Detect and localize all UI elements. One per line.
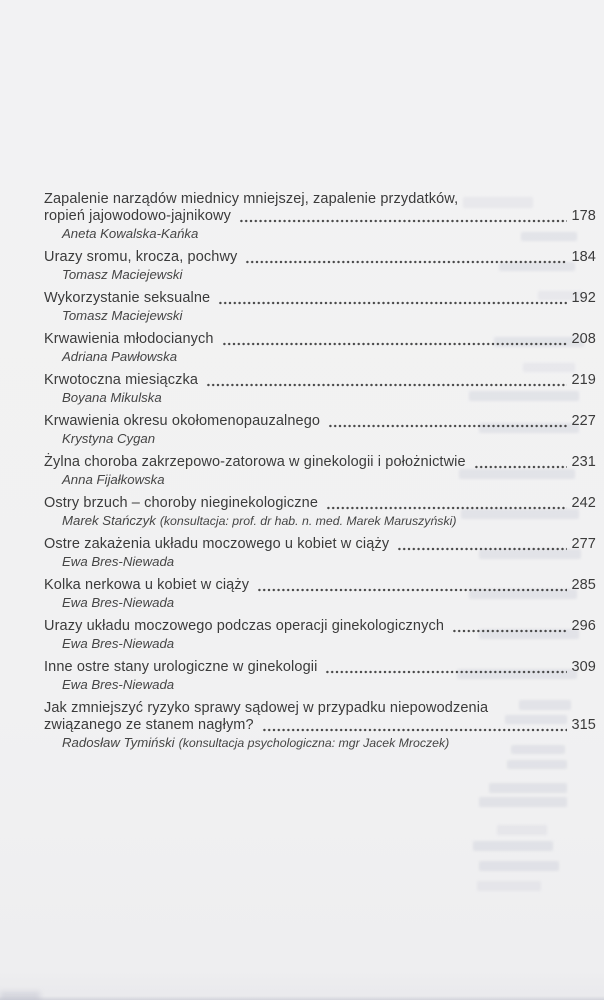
author-consultation-note: (konsultacja psychologiczna: mgr Jacek Mroczek) [178, 736, 450, 750]
entry-author: Ewa Bres-Niewada [62, 636, 175, 651]
show-through-smudge [489, 783, 567, 793]
entry-title: Urazy sromu, krocza, pochwy [44, 249, 238, 265]
entry-author [62, 735, 596, 751]
dotted-leader [397, 536, 567, 553]
toc-entry [44, 536, 596, 570]
dotted-leader [262, 717, 568, 734]
entry-title-line1: Jak zmniejszyć ryzyko sprawy sądowej w przypadku niepowodzenia [44, 700, 489, 716]
dotted-leader [222, 331, 568, 348]
author-name: Marek Stańczyk [62, 513, 156, 528]
dotted-leader [245, 249, 567, 266]
entry-title: Ostre zakażenia układu moczowego u kobiet w ciąży [44, 536, 390, 552]
entry-title: Kolka nerkowa u kobiet w ciąży [44, 577, 250, 593]
show-through-smudge [477, 881, 541, 891]
show-through-smudge [473, 841, 553, 851]
entry-page-number: 242 [571, 495, 596, 511]
entry-author: Krystyna Cygan [62, 431, 156, 446]
toc-entry [44, 700, 596, 751]
entry-page-number: 208 [571, 331, 596, 347]
entry-title-line2: ropień jajowodowo-jajnikowy [44, 208, 232, 224]
entry-title: Ostry brzuch – choroby nieginekologiczne [44, 495, 318, 511]
entry-author: Tomasz Maciejewski [62, 267, 183, 282]
entry-author [62, 513, 596, 529]
dotted-leader [218, 290, 567, 307]
entry-author: Ewa Bres-Niewada [62, 595, 175, 610]
page-bottom-edge-shadow [0, 996, 604, 1000]
toc-entry [44, 331, 596, 365]
entry-author: Ewa Bres-Niewada [62, 554, 175, 569]
toc-entry [44, 249, 596, 283]
toc-entry [44, 191, 596, 242]
entry-title: Żylna choroba zakrzepowo-zatorowa w ginekologii i położnictwie [44, 454, 466, 470]
dotted-leader [474, 454, 568, 471]
show-through-smudge [507, 760, 567, 769]
toc-entry [44, 290, 596, 324]
toc-entry [44, 618, 596, 652]
entry-page-number: 277 [571, 536, 596, 552]
entry-author: Boyana Mikulska [62, 390, 162, 405]
entry-page-number: 192 [571, 290, 596, 306]
entry-page-number: 231 [571, 454, 596, 470]
entry-author: Aneta Kowalska-Kańka [62, 226, 199, 241]
show-through-smudge [479, 861, 559, 871]
entry-author: Anna Fijałkowska [62, 472, 165, 487]
entry-title: Krwotoczna miesiączka [44, 372, 199, 388]
dotted-leader [325, 659, 567, 676]
dotted-leader [326, 495, 567, 512]
entry-page-number: 184 [571, 249, 596, 265]
entry-page-number: 219 [571, 372, 596, 388]
entry-title-line2: związanego ze stanem nagłym? [44, 717, 254, 733]
dotted-leader [328, 413, 567, 430]
entry-author: Ewa Bres-Niewada [62, 677, 175, 692]
dotted-leader [452, 618, 567, 635]
entry-author: Adriana Pawłowska [62, 349, 178, 364]
entry-page-number: 296 [571, 618, 596, 634]
toc-entry [44, 495, 596, 529]
entry-title: Inne ostre stany urologiczne w ginekologii [44, 659, 318, 675]
table-of-contents [44, 191, 596, 758]
entry-page-number: 227 [571, 413, 596, 429]
entry-title: Wykorzystanie seksualne [44, 290, 211, 306]
dotted-leader [239, 208, 567, 225]
entry-page-number: 315 [571, 717, 596, 733]
entry-page-number: 309 [571, 659, 596, 675]
toc-entry [44, 413, 596, 447]
show-through-smudge [479, 797, 567, 807]
toc-entry [44, 454, 596, 488]
show-through-smudge [497, 825, 547, 835]
entry-page-number: 178 [571, 208, 596, 224]
entry-title: Krwawienia młodocianych [44, 331, 214, 347]
toc-entry [44, 372, 596, 406]
entry-author: Tomasz Maciejewski [62, 308, 183, 323]
toc-entry [44, 577, 596, 611]
entry-page-number: 285 [571, 577, 596, 593]
dotted-leader [206, 372, 567, 389]
toc-entry [44, 659, 596, 693]
entry-title: Urazy układu moczowego podczas operacji ginekologicznych [44, 618, 445, 634]
author-consultation-note: (konsultacja: prof. dr hab. n. med. Marek Maruszyński) [159, 514, 457, 528]
entry-title: Krwawienia okresu okołomenopauzalnego [44, 413, 321, 429]
entry-title-line1: Zapalenie narządów miednicy mniejszej, zapalenie przydatków, [44, 191, 459, 207]
author-name: Radosław Tymiński [62, 735, 175, 750]
dotted-leader [257, 577, 567, 594]
